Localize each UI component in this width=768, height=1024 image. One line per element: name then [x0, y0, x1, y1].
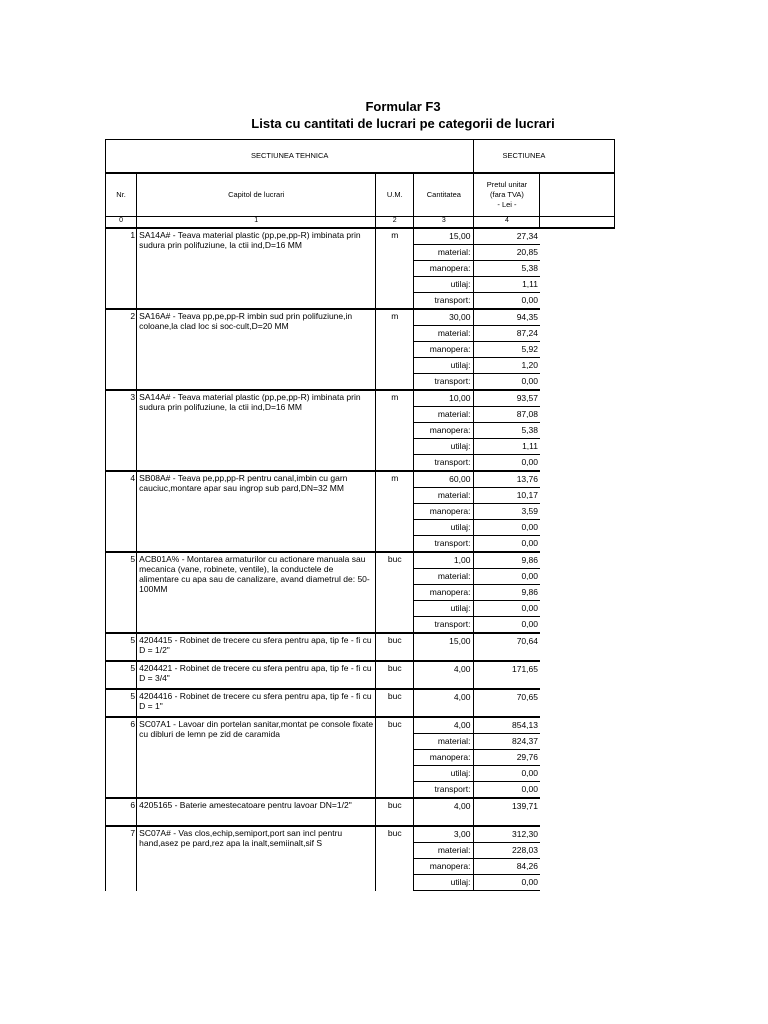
breakdown-label: transport: — [414, 617, 474, 634]
breakdown-value: 0,00 — [474, 782, 540, 799]
item-unit-price: 93,57 — [474, 390, 540, 407]
breakdown-value: 1,11 — [474, 439, 540, 455]
col-number: 0 — [106, 217, 137, 229]
breakdown-value: 84,26 — [474, 859, 540, 875]
item-extra-cell — [540, 471, 615, 552]
item-code: SA14A# — [139, 392, 171, 402]
quantities-table-frame — [105, 139, 615, 903]
breakdown-label: material: — [414, 326, 474, 342]
item-description — [137, 390, 376, 471]
breakdown-value: 0,00 — [474, 617, 540, 634]
col-header-extra — [540, 173, 615, 217]
breakdown-value: 20,85 — [474, 245, 540, 261]
item-unit-price: 94,35 — [474, 309, 540, 326]
item-um: buc — [376, 826, 414, 891]
item-description — [137, 689, 376, 717]
item-unit-price: 27,34 — [474, 228, 540, 245]
pret-line-1: Pretul unitar — [486, 180, 528, 189]
breakdown-label: material: — [414, 407, 474, 423]
breakdown-value: 1,11 — [474, 277, 540, 293]
item-description — [137, 309, 376, 390]
item-extra-cell — [540, 689, 615, 717]
section-header-row — [106, 140, 615, 174]
breakdown-label: manopera: — [414, 859, 474, 875]
item-desc-text: - Teava material plastic (pp,pe,pp-R) imbinata prin sudura prin polifuziune, la ctii ind,D=16 MM — [139, 392, 361, 412]
col-header-nr: Nr. — [106, 173, 137, 217]
breakdown-label: material: — [414, 488, 474, 504]
item-code: ACB01A% — [139, 554, 180, 564]
item-code: SB08A# — [139, 473, 171, 483]
breakdown-value: 0,00 — [474, 520, 540, 536]
breakdown-value: 87,24 — [474, 326, 540, 342]
breakdown-value: 0,00 — [474, 601, 540, 617]
item-description — [137, 471, 376, 552]
item-desc-text: SC07A1 - Lavoar din portelan sanitar,montat pe console fixate cu dibluri de lemn pe zid de caramida — [139, 719, 374, 739]
item-extra-cell — [540, 552, 615, 633]
item-quantity: 4,00 — [414, 661, 474, 689]
item-desc-text: 4205165 - Baterie amestecatoare pentru lavoar DN=1/2" — [139, 800, 352, 810]
document-subtitle: Lista cu cantitati de lucrari pe categorii de lucrari — [251, 116, 555, 131]
item-desc-text: - Teava pp,pe,pp-R imbin sud prin polifuziune,in coloane,la clad loc si soc-cult,D=20 MM — [139, 311, 353, 331]
item-nr: 6 — [106, 717, 137, 798]
col-number: 3 — [414, 217, 474, 229]
breakdown-value: 0,00 — [474, 374, 540, 391]
item-extra-cell — [540, 798, 615, 826]
table-row — [106, 798, 615, 826]
breakdown-label: manopera: — [414, 750, 474, 766]
item-nr: 1 — [106, 228, 137, 309]
item-description — [137, 228, 376, 309]
item-extra-cell — [540, 309, 615, 390]
item-code: SA16A# — [139, 311, 171, 321]
item-unit-price: 171,65 — [474, 661, 540, 689]
item-um: buc — [376, 661, 414, 689]
item-code: SA14A# — [139, 230, 171, 240]
item-um: m — [376, 228, 414, 309]
item-unit-price: 312,30 — [474, 826, 540, 843]
item-quantity: 15,00 — [414, 633, 474, 661]
breakdown-value: 9,86 — [474, 585, 540, 601]
item-unit-price: 70,64 — [474, 633, 540, 661]
section-financiara-label: SECTIUNEA — [474, 140, 615, 174]
item-desc-text: - Montarea armaturilor cu actionare manuala sau mecanica (vane, robinete, ventile), la conductele de alimentare cu apa sau de canalizare, avand diametrul de: 50-100MM — [139, 554, 370, 594]
item-description — [137, 826, 376, 891]
breakdown-label: utilaj: — [414, 520, 474, 536]
item-desc-text: - Teava material plastic (pp,pe,pp-R) imbinata prin sudura prin polifuziune, la ctii ind,D=16 MM — [139, 230, 361, 250]
item-desc-text: - Teava pe,pp,pp-R pentru canal,imbin cu garn cauciuc,montare apar sau ingrop sub pard,DN=32 MM — [139, 473, 348, 493]
breakdown-label: material: — [414, 569, 474, 585]
section-tehnica-label: SECTIUNEA TEHNICA — [106, 140, 474, 174]
item-quantity: 10,00 — [414, 390, 474, 407]
table-row — [106, 309, 615, 326]
item-nr: 5 — [106, 661, 137, 689]
item-nr: 5 — [106, 689, 137, 717]
breakdown-value: 228,03 — [474, 843, 540, 859]
table-row — [106, 689, 615, 717]
breakdown-label: transport: — [414, 536, 474, 553]
item-code: SC07A# — [139, 828, 171, 838]
breakdown-label: transport: — [414, 782, 474, 799]
breakdown-label: material: — [414, 843, 474, 859]
item-um: buc — [376, 552, 414, 633]
table-row — [106, 633, 615, 661]
col-number: 1 — [137, 217, 376, 229]
table-row — [106, 717, 615, 734]
item-description — [137, 661, 376, 689]
item-nr: 5 — [106, 633, 137, 661]
item-um: buc — [376, 717, 414, 798]
breakdown-label: transport: — [414, 293, 474, 310]
item-unit-price: 70,65 — [474, 689, 540, 717]
breakdown-label: manopera: — [414, 423, 474, 439]
item-desc-text: 4204421 - Robinet de trecere cu sfera pentru apa, tip fe - fi cu D = 3/4" — [139, 663, 372, 683]
breakdown-value: 824,37 — [474, 734, 540, 750]
item-extra-cell — [540, 390, 615, 471]
form-title: Formular F3 — [365, 99, 441, 114]
breakdown-label: material: — [414, 245, 474, 261]
item-quantity: 60,00 — [414, 471, 474, 488]
col-header-um: U.M. — [376, 173, 414, 217]
item-nr: 3 — [106, 390, 137, 471]
breakdown-label: material: — [414, 734, 474, 750]
breakdown-value: 3,59 — [474, 504, 540, 520]
table-row — [106, 390, 615, 407]
item-um: m — [376, 390, 414, 471]
item-um: m — [376, 471, 414, 552]
item-desc-text: 4204416 - Robinet de trecere cu sfera pentru apa, tip fe - fi cu D = 1" — [139, 691, 372, 711]
table-row — [106, 661, 615, 689]
item-extra-cell — [540, 826, 615, 891]
item-extra-cell — [540, 717, 615, 798]
breakdown-label: manopera: — [414, 504, 474, 520]
breakdown-label: utilaj: — [414, 277, 474, 293]
breakdown-label: utilaj: — [414, 358, 474, 374]
item-description — [137, 717, 376, 798]
item-extra-cell — [540, 228, 615, 309]
item-description — [137, 552, 376, 633]
breakdown-value: 10,17 — [474, 488, 540, 504]
item-nr: 5 — [106, 552, 137, 633]
table-row — [106, 552, 615, 569]
breakdown-label: manopera: — [414, 585, 474, 601]
breakdown-value: 1,20 — [474, 358, 540, 374]
breakdown-value: 0,00 — [474, 455, 540, 472]
item-unit-price: 13,76 — [474, 471, 540, 488]
item-unit-price: 139,71 — [474, 798, 540, 826]
item-quantity: 4,00 — [414, 689, 474, 717]
item-um: buc — [376, 689, 414, 717]
breakdown-label: utilaj: — [414, 766, 474, 782]
col-number: 2 — [376, 217, 414, 229]
item-desc-text: - Vas clos,echip,semiport,port san incl pentru hand,asez pe pard,rez apa la inalt,semiinalt,sif S — [139, 828, 343, 848]
item-unit-price: 854,13 — [474, 717, 540, 734]
table-row — [106, 471, 615, 488]
col-header-capitol: Capitol de lucrari — [137, 173, 376, 217]
pret-line-2: (fara TVA) — [490, 190, 524, 199]
table-row — [106, 228, 615, 245]
item-nr: 4 — [106, 471, 137, 552]
item-um: m — [376, 309, 414, 390]
col-header-pret — [474, 173, 540, 217]
item-quantity: 1,00 — [414, 552, 474, 569]
table-row — [106, 826, 615, 843]
breakdown-value: 0,00 — [474, 536, 540, 553]
breakdown-value: 0,00 — [474, 875, 540, 891]
item-nr: 2 — [106, 309, 137, 390]
item-quantity: 4,00 — [414, 798, 474, 826]
col-number: 4 — [474, 217, 540, 229]
item-unit-price: 9,86 — [474, 552, 540, 569]
col-header-cantitate: Cantitatea — [414, 173, 474, 217]
breakdown-value: 0,00 — [474, 766, 540, 782]
item-nr: 6 — [106, 798, 137, 826]
breakdown-value: 0,00 — [474, 293, 540, 310]
breakdown-value: 5,38 — [474, 261, 540, 277]
breakdown-label: manopera: — [414, 342, 474, 358]
breakdown-value: 29,76 — [474, 750, 540, 766]
item-extra-cell — [540, 661, 615, 689]
item-um: buc — [376, 633, 414, 661]
breakdown-label: utilaj: — [414, 875, 474, 891]
pret-line-3: - Lei - — [497, 200, 517, 209]
breakdown-value: 0,00 — [474, 569, 540, 585]
breakdown-label: transport: — [414, 374, 474, 391]
breakdown-label: transport: — [414, 455, 474, 472]
item-nr: 7 — [106, 826, 137, 891]
item-description — [137, 798, 376, 826]
item-extra-cell — [540, 633, 615, 661]
item-quantity: 30,00 — [414, 309, 474, 326]
item-quantity: 4,00 — [414, 717, 474, 734]
item-description — [137, 633, 376, 661]
breakdown-value: 5,38 — [474, 423, 540, 439]
item-desc-text: 4204415 - Robinet de trecere cu sfera pentru apa, tip fe - fi cu D = 1/2" — [139, 635, 372, 655]
breakdown-label: utilaj: — [414, 439, 474, 455]
item-quantity: 15,00 — [414, 228, 474, 245]
column-header-row — [106, 173, 615, 217]
breakdown-value: 5,92 — [474, 342, 540, 358]
breakdown-value: 87,08 — [474, 407, 540, 423]
breakdown-label: manopera: — [414, 261, 474, 277]
quantities-table — [105, 139, 615, 891]
item-um: buc — [376, 798, 414, 826]
col-number-extra — [540, 217, 615, 229]
breakdown-label: utilaj: — [414, 601, 474, 617]
column-number-row — [106, 217, 615, 229]
item-quantity: 3,00 — [414, 826, 474, 843]
